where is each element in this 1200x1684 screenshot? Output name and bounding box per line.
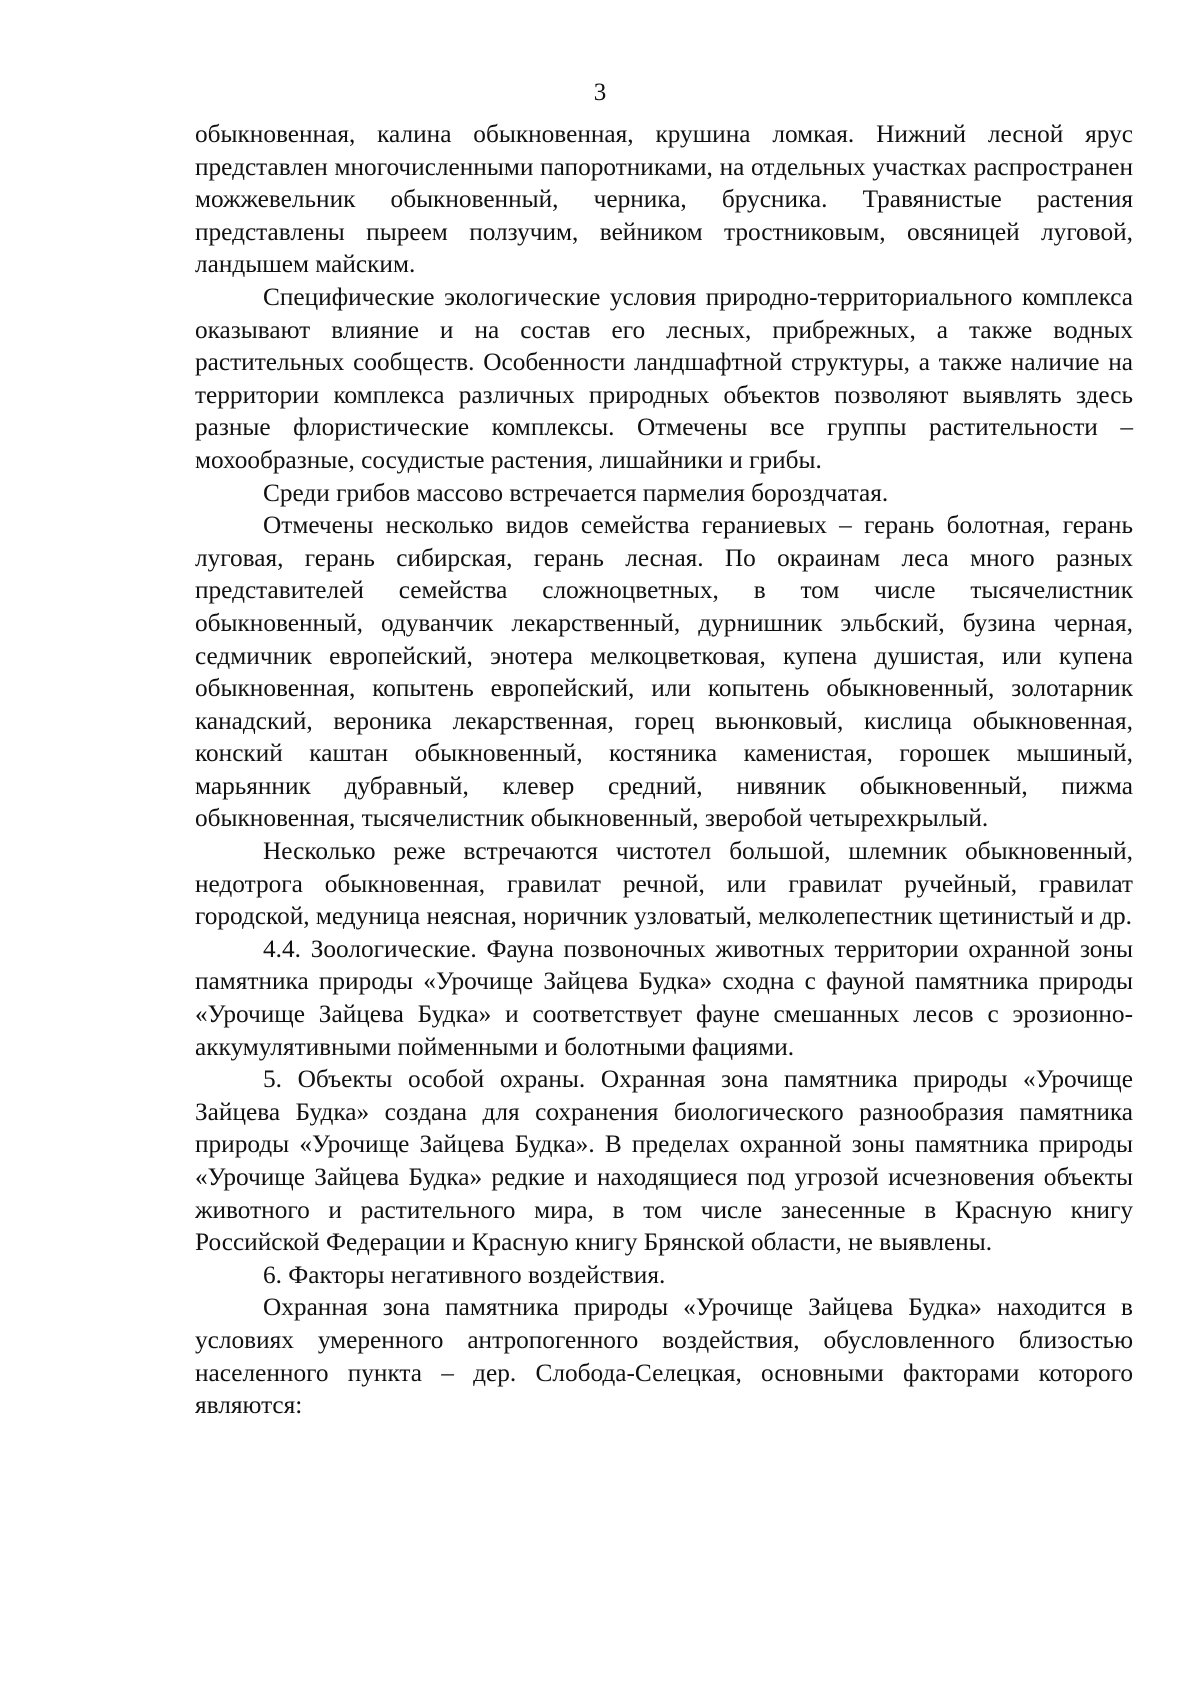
paragraph-protected-objects: 5. Объекты особой охраны. Охранная зона памятника природы «Урочище Зайцева Будка» создана для сохранения биологического разнообразия памятника природы «Урочище Зайцева Будка». В пределах охранной зоны памятника природы «Урочище Зайцева Будка» редкие и находящиеся под угрозой исчезновения объекты животного и растительного мира, в том числе занесенные в Красную книгу Российской Федерации и Красную книгу Брянской области, не выявлены. (195, 1065, 1133, 1257)
paragraph-ecological-conditions: Специфические экологические условия природно-территориального комплекса оказывают влияние и на состав его лесных, прибрежных, а также водных растительных сообществ. Особенности ландшафтной структуры, а также наличие на территории комплекса различных природных объектов позволяют выявлять здесь разные флористические комплексы. Отмечены все группы растительности – мохообразные, сосудистые растения, лишайники и грибы. (195, 282, 1133, 474)
paragraph-less-common-plants: Несколько реже встречаются чистотел большой, шлемник обыкновенный, недотрога обыкновенная, гравилат речной, или гравилат ручейный, гравилат городской, медуница неясная, норичник узловатый, мелколепестник щетинистый и др. (195, 837, 1133, 931)
paragraph-fungi: Среди грибов массово встречается пармелия бороздчатая. (263, 478, 889, 507)
paragraph-vegetation-continued: обыкновенная, калина обыкновенная, крушина ломкая. Нижний лесной ярус представлен многочисленными папоротниками, на отдельных участках распространен можжевельник обыкновенный, черника, брусника. Травянистые растения представлены пыреем ползучим, вейником тростниковым, овсяницей луговой, ландышем майским. (195, 120, 1133, 279)
paragraph-negative-factors-heading: 6. Факторы негативного воздействия. (263, 1260, 666, 1289)
paragraph-anthropogenic-impact: Охранная зона памятника природы «Урочище Зайцева Будка» находится в условиях умеренного антропогенного воздействия, обусловленного близостью населенного пункта – дер. Слобода-Селецкая, основными факторами которого являются: (195, 1293, 1133, 1420)
paragraph-geranium-family: Отмечены несколько видов семейства гераниевых – герань болотная, герань луговая, герань сибирская, герань лесная. По окраинам леса много разных представителей семейства сложноцветных, в том числе тысячелистник обыкновенный, одуванчик лекарственный, дурнишник эльбский, бузина черная, седмичник европейский, энотера мелкоцветковая, купена душистая, или купена обыкновенная, копытень европейский, или копытень обыкновенный, золотарник канадский, вероника лекарственная, горец вьюнковый, кислица обыкновенная, конский каштан обыкновенный, костяника каменистая, горошек мышиный, марьянник дубравный, клевер средний, нивяник обыкновенный, пижма обыкновенная, тысячелистник обыкновенный, зверобой четырехкрылый. (195, 511, 1133, 833)
paragraph-zoological: 4.4. Зоологические. Фауна позвоночных животных территории охранной зоны памятника природы «Урочище Зайцева Будка» сходна с фауной памятника природы «Урочище Зайцева Будка» и соответствует фауне смешанных лесов с эрозионно-аккумулятивными пойменными и болотными фациями. (195, 934, 1133, 1061)
page-number: 3 (593, 79, 607, 106)
document-body (195, 118, 1133, 1422)
